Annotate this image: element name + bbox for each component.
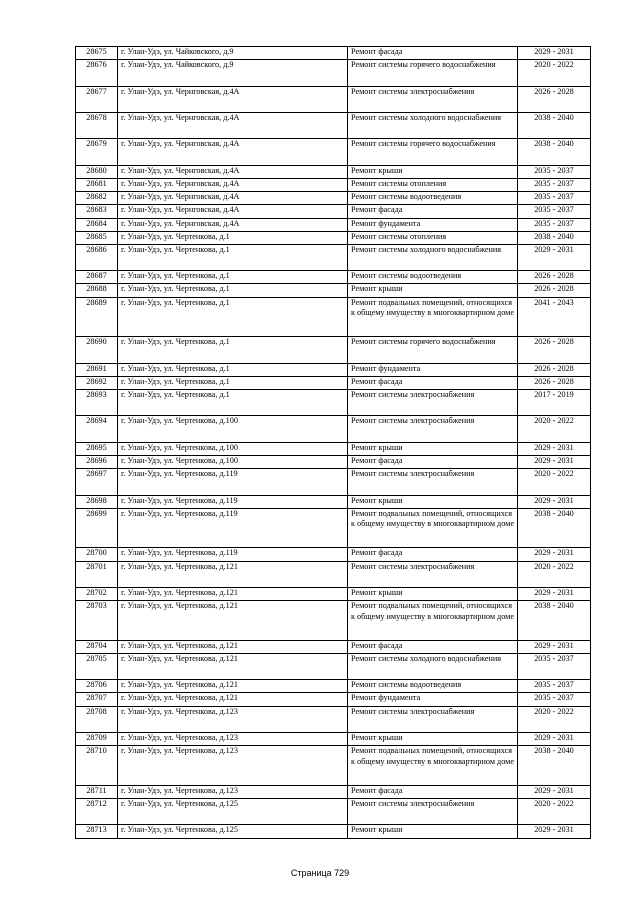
table-row: [76, 297, 591, 337]
row-work-cell: Ремонт фасада: [348, 455, 518, 468]
table-row: [76, 205, 591, 218]
table-row: [76, 442, 591, 455]
row-work-cell: Ремонт фасада: [348, 376, 518, 389]
row-work-cell: Ремонт системы электроснабжения: [348, 799, 518, 825]
row-work-cell: Ремонт системы водоотведения: [348, 192, 518, 205]
row-work-cell: Ремонт подвальных помещений, относящихся к общему имуществу в многоквартирном доме: [348, 746, 518, 786]
row-address-cell: г. Улан-Удэ, ул. Чертенкова, д.1: [118, 284, 348, 297]
row-period-cell: 2029 - 2031: [518, 455, 591, 468]
table-row: [76, 587, 591, 600]
row-id-cell: 28707: [76, 693, 118, 706]
row-id-cell: 28710: [76, 746, 118, 786]
row-work-cell: Ремонт крыши: [348, 587, 518, 600]
row-address-cell: г. Улан-Удэ, ул. Чертенкова, д.121: [118, 653, 348, 679]
row-period-cell: 2035 - 2037: [518, 693, 591, 706]
row-id-cell: 28679: [76, 139, 118, 165]
row-id-cell: 28680: [76, 165, 118, 178]
row-address-cell: г. Улан-Удэ, ул. Чертенкова, д.125: [118, 825, 348, 838]
table-row: [76, 60, 591, 86]
row-period-cell: 2026 - 2028: [518, 284, 591, 297]
table-row: [76, 693, 591, 706]
table-row: [76, 561, 591, 587]
row-address-cell: г. Улан-Удэ, ул. Чертенкова, д.123: [118, 746, 348, 786]
row-id-cell: 28688: [76, 284, 118, 297]
row-address-cell: г. Улан-Удэ, ул. Чертенкова, д.119: [118, 548, 348, 561]
table-row: [76, 680, 591, 693]
row-id-cell: 28684: [76, 218, 118, 231]
row-address-cell: г. Улан-Удэ, ул. Чертенкова, д.119: [118, 469, 348, 495]
row-id-cell: 28700: [76, 548, 118, 561]
row-work-cell: Ремонт фасада: [348, 640, 518, 653]
table-row: [76, 390, 591, 416]
row-id-cell: 28694: [76, 416, 118, 442]
row-work-cell: Ремонт крыши: [348, 442, 518, 455]
row-period-cell: 2038 - 2040: [518, 746, 591, 786]
row-address-cell: г. Улан-Удэ, ул. Чернговская, д.4А: [118, 139, 348, 165]
row-address-cell: г. Улан-Удэ, ул. Чертенкова, д.121: [118, 680, 348, 693]
row-work-cell: Ремонт системы холодного водоснабжения: [348, 112, 518, 138]
row-id-cell: 28696: [76, 455, 118, 468]
table-row: [76, 508, 591, 548]
table-row: [76, 825, 591, 838]
row-work-cell: Ремонт системы электроснабжения: [348, 86, 518, 112]
row-work-cell: Ремонт фасада: [348, 785, 518, 798]
table-row: [76, 178, 591, 191]
row-address-cell: г. Улан-Удэ, ул. Чернговская, д.4А: [118, 205, 348, 218]
row-address-cell: г. Улан-Удэ, ул. Чертенкова, д.119: [118, 508, 348, 548]
row-id-cell: 28701: [76, 561, 118, 587]
page-number: Страница 729: [290, 868, 350, 878]
row-id-cell: 28708: [76, 706, 118, 732]
row-work-cell: Ремонт системы электроснабжения: [348, 416, 518, 442]
row-id-cell: 28675: [76, 47, 118, 60]
row-id-cell: 28705: [76, 653, 118, 679]
table-row: [76, 139, 591, 165]
row-period-cell: 2038 - 2040: [518, 139, 591, 165]
row-period-cell: 2035 - 2037: [518, 680, 591, 693]
table-row: [76, 416, 591, 442]
row-work-cell: Ремонт фундамента: [348, 218, 518, 231]
row-work-cell: Ремонт системы электроснабжения: [348, 469, 518, 495]
row-work-cell: Ремонт подвальных помещений, относящихся к общему имуществу в многоквартирном доме: [348, 601, 518, 641]
row-id-cell: 28691: [76, 363, 118, 376]
row-id-cell: 28692: [76, 376, 118, 389]
row-work-cell: Ремонт системы горячего водоснабжения: [348, 60, 518, 86]
row-period-cell: 2026 - 2028: [518, 86, 591, 112]
row-address-cell: г. Улан-Удэ, ул. Чертенкова, д.119: [118, 495, 348, 508]
row-id-cell: 28683: [76, 205, 118, 218]
row-work-cell: Ремонт фасада: [348, 548, 518, 561]
row-work-cell: Ремонт крыши: [348, 495, 518, 508]
row-address-cell: г. Улан-Удэ, ул. Чертенкова, д.100: [118, 442, 348, 455]
row-id-cell: 28713: [76, 825, 118, 838]
row-period-cell: 2035 - 2037: [518, 192, 591, 205]
row-address-cell: г. Улан-Удэ, ул. Чертенкова, д.100: [118, 416, 348, 442]
row-address-cell: г. Улан-Удэ, ул. Чертенкова, д.1: [118, 244, 348, 270]
row-work-cell: Ремонт системы электроснабжения: [348, 561, 518, 587]
row-id-cell: 28681: [76, 178, 118, 191]
row-id-cell: 28686: [76, 244, 118, 270]
row-period-cell: 2029 - 2031: [518, 785, 591, 798]
table-row: [76, 112, 591, 138]
table-row: [76, 785, 591, 798]
row-address-cell: г. Улан-Удэ, ул. Чертенкова, д.1: [118, 337, 348, 363]
row-work-cell: Ремонт системы электроснабжения: [348, 390, 518, 416]
row-period-cell: 2038 - 2040: [518, 231, 591, 244]
row-address-cell: г. Улан-Удэ, ул. Чернговская, д.4А: [118, 86, 348, 112]
row-id-cell: 28693: [76, 390, 118, 416]
row-period-cell: 2038 - 2040: [518, 112, 591, 138]
row-id-cell: 28676: [76, 60, 118, 86]
table-row: [76, 706, 591, 732]
row-address-cell: г. Улан-Удэ, ул. Чернговская, д.4А: [118, 112, 348, 138]
table-row: [76, 47, 591, 60]
row-period-cell: 2035 - 2037: [518, 218, 591, 231]
row-work-cell: Ремонт подвальных помещений, относящихся к общему имуществу в многоквартирном доме: [348, 297, 518, 337]
row-period-cell: 2026 - 2028: [518, 271, 591, 284]
table-row: [76, 284, 591, 297]
row-work-cell: Ремонт системы электроснабжения: [348, 706, 518, 732]
row-address-cell: г. Улан-Удэ, ул. Чертенкова, д.121: [118, 601, 348, 641]
row-id-cell: 28698: [76, 495, 118, 508]
row-period-cell: 2029 - 2031: [518, 244, 591, 270]
row-period-cell: 2035 - 2037: [518, 205, 591, 218]
table-row: [76, 86, 591, 112]
row-id-cell: 28677: [76, 86, 118, 112]
row-address-cell: г. Улан-Удэ, ул. Чертенкова, д.125: [118, 799, 348, 825]
row-address-cell: г. Улан-Удэ, ул. Чертенкова, д.1: [118, 390, 348, 416]
table-row: [76, 799, 591, 825]
row-work-cell: Ремонт системы горячего водоснабжения: [348, 337, 518, 363]
row-period-cell: 2035 - 2037: [518, 653, 591, 679]
row-period-cell: 2029 - 2031: [518, 733, 591, 746]
row-address-cell: г. Улан-Удэ, ул. Чертенкова, д.1: [118, 376, 348, 389]
table-row: [76, 376, 591, 389]
row-id-cell: 28695: [76, 442, 118, 455]
row-id-cell: 28682: [76, 192, 118, 205]
row-work-cell: Ремонт системы отопления: [348, 178, 518, 191]
row-period-cell: 2017 - 2019: [518, 390, 591, 416]
table-row: [76, 601, 591, 641]
row-address-cell: г. Улан-Удэ, ул. Чертенкова, д.121: [118, 693, 348, 706]
row-period-cell: 2026 - 2028: [518, 376, 591, 389]
row-period-cell: 2020 - 2022: [518, 706, 591, 732]
row-work-cell: Ремонт системы водоотведения: [348, 680, 518, 693]
row-period-cell: 2035 - 2037: [518, 165, 591, 178]
row-address-cell: г. Улан-Удэ, ул. Чертенкова, д.121: [118, 587, 348, 600]
table-row: [76, 495, 591, 508]
row-address-cell: г. Улан-Удэ, ул. Чайковского, д.9: [118, 60, 348, 86]
table-row: [76, 733, 591, 746]
table-row: [76, 746, 591, 786]
table-row: [76, 455, 591, 468]
row-work-cell: Ремонт системы холодного водоснабжения: [348, 653, 518, 679]
row-work-cell: Ремонт фасада: [348, 47, 518, 60]
table-row: [76, 218, 591, 231]
row-id-cell: 28711: [76, 785, 118, 798]
row-id-cell: 28690: [76, 337, 118, 363]
row-address-cell: г. Улан-Удэ, ул. Чертенкова, д.1: [118, 363, 348, 376]
table-row: [76, 469, 591, 495]
row-period-cell: 2026 - 2028: [518, 363, 591, 376]
row-period-cell: 2029 - 2031: [518, 587, 591, 600]
row-period-cell: 2029 - 2031: [518, 825, 591, 838]
table-row: [76, 640, 591, 653]
table-row: [76, 337, 591, 363]
row-id-cell: 28703: [76, 601, 118, 641]
table-row: [76, 271, 591, 284]
row-work-cell: Ремонт фундамента: [348, 363, 518, 376]
row-period-cell: 2020 - 2022: [518, 799, 591, 825]
row-address-cell: г. Улан-Удэ, ул. Чернговская, д.4А: [118, 165, 348, 178]
table-body: [76, 47, 591, 839]
row-address-cell: г. Улан-Удэ, ул. Чертенкова, д.123: [118, 785, 348, 798]
row-period-cell: 2029 - 2031: [518, 47, 591, 60]
row-period-cell: 2020 - 2022: [518, 469, 591, 495]
row-period-cell: 2029 - 2031: [518, 442, 591, 455]
row-id-cell: 28709: [76, 733, 118, 746]
row-address-cell: г. Улан-Удэ, ул. Чертенкова, д.123: [118, 706, 348, 732]
table-row: [76, 653, 591, 679]
table-row: [76, 548, 591, 561]
row-address-cell: г. Улан-Удэ, ул. Чертенкова, д.121: [118, 561, 348, 587]
row-id-cell: 28697: [76, 469, 118, 495]
row-address-cell: г. Улан-Удэ, ул. Чертенкова, д.1: [118, 297, 348, 337]
row-work-cell: Ремонт крыши: [348, 733, 518, 746]
row-work-cell: Ремонт системы водоотведения: [348, 271, 518, 284]
row-work-cell: Ремонт системы холодного водоснабжения: [348, 244, 518, 270]
row-id-cell: 28712: [76, 799, 118, 825]
row-work-cell: Ремонт подвальных помещений, относящихся к общему имуществу в многоквартирном доме: [348, 508, 518, 548]
row-work-cell: Ремонт крыши: [348, 165, 518, 178]
table-row: [76, 165, 591, 178]
row-period-cell: 2020 - 2022: [518, 60, 591, 86]
row-period-cell: 2041 - 2043: [518, 297, 591, 337]
row-address-cell: г. Улан-Удэ, ул. Чернговская, д.4А: [118, 218, 348, 231]
row-address-cell: г. Улан-Удэ, ул. Чернговская, д.4А: [118, 178, 348, 191]
row-id-cell: 28685: [76, 231, 118, 244]
row-id-cell: 28699: [76, 508, 118, 548]
row-address-cell: г. Улан-Удэ, ул. Чертенкова, д.123: [118, 733, 348, 746]
row-work-cell: Ремонт фасада: [348, 205, 518, 218]
row-period-cell: 2038 - 2040: [518, 601, 591, 641]
table-row: [76, 192, 591, 205]
row-address-cell: г. Улан-Удэ, ул. Чертенкова, д.1: [118, 271, 348, 284]
row-period-cell: 2029 - 2031: [518, 640, 591, 653]
row-address-cell: г. Улан-Удэ, ул. Чайковского, д.9: [118, 47, 348, 60]
row-id-cell: 28706: [76, 680, 118, 693]
row-work-cell: Ремонт фундамента: [348, 693, 518, 706]
row-period-cell: 2029 - 2031: [518, 548, 591, 561]
row-work-cell: Ремонт системы горячего водоснабжения: [348, 139, 518, 165]
table-row: [76, 363, 591, 376]
row-period-cell: 2020 - 2022: [518, 561, 591, 587]
row-work-cell: Ремонт системы отопления: [348, 231, 518, 244]
row-work-cell: Ремонт крыши: [348, 825, 518, 838]
row-address-cell: г. Улан-Удэ, ул. Чертенкова, д.100: [118, 455, 348, 468]
row-work-cell: Ремонт крыши: [348, 284, 518, 297]
row-address-cell: г. Улан-Удэ, ул. Чернговская, д.4А: [118, 192, 348, 205]
capital-repair-table: [75, 46, 591, 839]
table-row: [76, 231, 591, 244]
row-address-cell: г. Улан-Удэ, ул. Чертенкова, д.121: [118, 640, 348, 653]
row-id-cell: 28702: [76, 587, 118, 600]
row-id-cell: 28704: [76, 640, 118, 653]
row-id-cell: 28687: [76, 271, 118, 284]
row-period-cell: 2038 - 2040: [518, 508, 591, 548]
row-period-cell: 2020 - 2022: [518, 416, 591, 442]
table-row: [76, 244, 591, 270]
row-period-cell: 2026 - 2028: [518, 337, 591, 363]
row-address-cell: г. Улан-Удэ, ул. Чертенкова, д.1: [118, 231, 348, 244]
row-period-cell: 2029 - 2031: [518, 495, 591, 508]
row-id-cell: 28678: [76, 112, 118, 138]
row-period-cell: 2035 - 2037: [518, 178, 591, 191]
row-id-cell: 28689: [76, 297, 118, 337]
